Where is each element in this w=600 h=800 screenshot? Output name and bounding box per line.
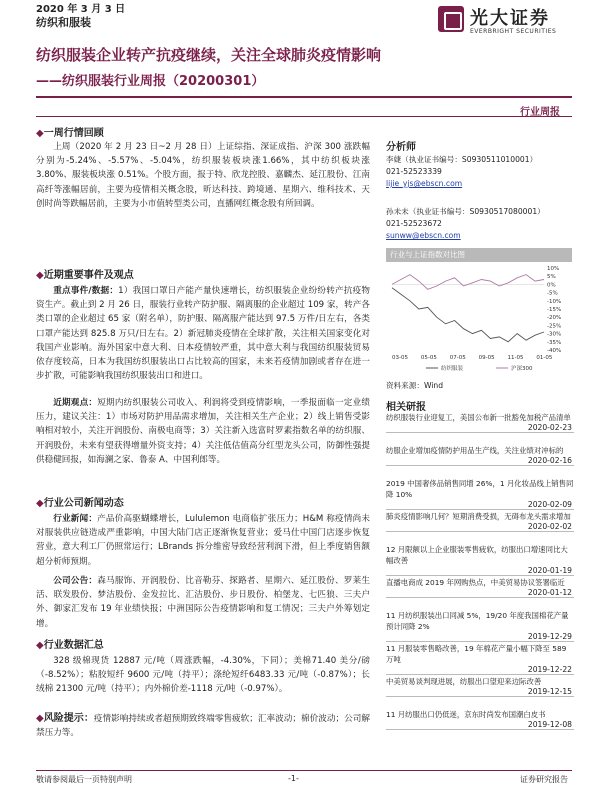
tag-divider <box>36 116 572 117</box>
footer-divider <box>36 770 572 771</box>
series-line-0 <box>392 288 544 342</box>
related-report-date: 2019-12-22 <box>527 665 572 674</box>
related-report-divider <box>386 696 574 697</box>
y-tick-label: -30% <box>547 331 562 338</box>
company-notice-text: 公司公告：森马服饰、开润股份、比音勒芬、探路者、星期六、延江股份、罗莱生活、联发股份、梦洁股份、金发拉比、汇洁股份、步日股份、柏堡龙、七匹狼、三夫户外、御家汇发布 19 年业绩快报；中洲国际公告疫情影响和复工情况；三夫户外筹划定增。 <box>36 576 370 629</box>
related-report-date: 2020-01-12 <box>527 588 572 597</box>
related-report-title[interactable]: 纺织服装行业迎复工，美国公布新一批豁免加税产品清单 <box>386 413 571 422</box>
related-report-date: 2020-02-16 <box>527 456 572 465</box>
x-tick-label: 05-05 <box>420 355 437 361</box>
related-report-title[interactable]: 肺炎疫情影响几何？短期消费受损，无碍布龙头需求增加 <box>386 512 571 521</box>
company-notice-label: 公司公告： <box>53 576 98 586</box>
market-review-text: 上周（2020 年 2 月 23 日~2 月 28 日）上证综指、深证成指、沪深 300 涨跌幅分别为-5.24%、-5.57%、-5.04%，纺织服装板块涨1.66%，其中纺织板块涨 3.80%、服装板块涨 0.51%。个股方面，报于特、欣龙控股、嘉麟杰、延江股份、江南高纤等涨幅居前，主要为疫情相关概念股，昕达科技、跨境通、星期六、维科技术、天创时尚等跌幅居前，主要为小市值转型类公司，直播网红概念股有所回调。 <box>36 142 370 209</box>
related-report-divider <box>386 597 574 598</box>
related-report-date: 2020-02-02 <box>527 522 572 531</box>
related-report-divider <box>386 465 574 466</box>
recent-views-text: 近期观点：短期内纺织服装公司收入、利润将受到疫情影响，一季报面临一定业绩压力，建议关注：1）市场对防护用品需求增加，关注相关生产企业；2）线上销售受影响相对较小，关注开润股份、南极电商等；3）关注新入选富时罗素指数名单的纺织服、开润股份，未来有望获得增量外资支持；4）关注低估值高分红型龙头公司，防御性强提供稳健回报，如海澜之家、鲁泰 A、中国利郎等。 <box>36 398 370 465</box>
section-bullet-icon: ◆ <box>36 640 44 651</box>
related-report-item[interactable] <box>386 709 574 730</box>
key-events-label: 重点事件/数据： <box>53 286 119 296</box>
related-report-divider <box>386 641 574 642</box>
industry-data-text: 328 级棉现货 12887 元/吨（周涨跌幅，-4.30%，下同）；美棉71.40 美分/磅（-8.52%）；粘胶短纤 9600 元/吨（持平）；涤纶短纤6483.33 元/吨（-0.87%）；长绒棉 21300 元/吨（持平）；内外棉价差-1118 元/吨（-0.97%）。 <box>36 656 370 695</box>
section-market-review-title: ◆一周行情回顾 <box>36 128 104 139</box>
logo-text-cn: 光大证券 <box>470 8 550 29</box>
recent-views-label: 近期观点： <box>53 398 98 408</box>
y-tick-label: -35% <box>547 339 562 346</box>
risk-warning-label: 风险提示： <box>43 713 94 724</box>
section-bullet-icon: ◆ <box>36 128 44 139</box>
chart-title: 行业与上证指数对比图 <box>386 248 572 262</box>
related-report-item[interactable] <box>386 478 574 510</box>
related-report-title[interactable]: 纺服企业增加疫情防护用品生产线，关注业绩对冲标的 <box>386 446 564 455</box>
x-tick-label: 03-05 <box>392 355 408 361</box>
related-report-date: 2019-12-29 <box>527 632 572 641</box>
analyst-1 <box>386 154 574 190</box>
related-report-divider <box>386 674 574 675</box>
analyst-heading: 分析师 <box>386 142 416 153</box>
analyst-2 <box>386 206 574 242</box>
y-tick-label: -40% <box>547 348 562 354</box>
related-report-date: 2019-12-15 <box>527 687 572 696</box>
x-tick-label: 11-05 <box>507 355 524 361</box>
chart-source: 资料来源：Wind <box>386 381 444 390</box>
related-report-title[interactable]: 11 月纺服出口仍低迷，京东时尚发布国潮白皮书 <box>386 710 546 719</box>
y-tick-label: -15% <box>547 307 562 313</box>
related-report-item[interactable] <box>386 412 574 433</box>
x-tick-label: 01-05 <box>536 355 553 361</box>
analyst-1-phone: 021-52523339 <box>386 167 442 176</box>
y-tick-label: -5% <box>547 290 558 297</box>
report-type-tag: 行业周报 <box>520 107 560 118</box>
industry-label: 纺织和服装 <box>36 16 91 29</box>
analyst-1-name: 李婕（执业证书编号：S0930511010001） <box>386 155 538 164</box>
x-tick-label: 07-05 <box>449 355 466 361</box>
logo-mark-icon <box>438 6 464 32</box>
chart-plot <box>386 262 572 376</box>
footer-report-type: 证券研究报告 <box>520 775 568 784</box>
y-tick-label: 5% <box>547 274 556 281</box>
related-report-item[interactable] <box>386 445 574 466</box>
y-tick-label: -20% <box>547 315 562 322</box>
related-report-title[interactable]: 11 月纺织服装出口同减 5%，19/20 年度我国棉花产量预计同降 2% <box>386 611 569 631</box>
related-report-divider <box>386 531 574 532</box>
related-report-title[interactable]: 12 月限额以上企业服装零售疲软，纺服出口增速同比大幅改善 <box>386 545 568 565</box>
footer-disclaimer: 敬请参阅最后一页特别声明 <box>36 775 132 784</box>
x-tick-label: 09-05 <box>478 355 495 361</box>
related-report-title[interactable]: 中美贸易谈判现进展，纺服出口望迎来边际改善 <box>386 677 542 686</box>
y-tick-label: -10% <box>547 298 562 305</box>
logo-text-en: EVERBRIGHT SECURITIES <box>470 28 557 35</box>
legend-label: 纺织服装 <box>441 366 464 372</box>
report-date: 2020 年 3 月 3 日 <box>36 4 126 15</box>
page-number: -1- <box>288 774 299 783</box>
related-report-item[interactable] <box>386 610 574 642</box>
related-report-date: 2020-02-09 <box>527 500 572 509</box>
section-news-title: ◆行业公司新闻动态 <box>36 498 124 509</box>
section-data-title: ◆行业数据汇总 <box>36 640 104 651</box>
related-report-date: 2020-01-19 <box>527 566 572 575</box>
related-report-divider <box>386 509 574 510</box>
y-tick-label: 0% <box>547 282 556 289</box>
related-report-title[interactable]: 直播电商成 2019 年网购热点，中美贸易协议签署临近 <box>386 578 565 587</box>
related-reports-heading: 相关研报 <box>386 402 426 413</box>
analyst-1-email-link[interactable]: lijie_yjs@ebscn.com <box>386 179 463 188</box>
related-report-date: 2020-02-23 <box>527 423 572 432</box>
related-report-date: 2019-12-08 <box>527 720 572 729</box>
section-events-title: ◆近期重要事件及观点 <box>36 270 134 281</box>
section-bullet-icon: ◆ <box>36 270 44 281</box>
report-title: 纺织服装企业转产抗疫继续，关注全球肺炎疫情影响 <box>36 46 382 64</box>
analyst-2-name: 孙未未（执业证书编号：S0930517080001） <box>386 207 545 216</box>
related-report-item[interactable] <box>386 511 574 532</box>
analyst-2-phone: 021-52523672 <box>386 219 442 228</box>
risk-warning-text: ◆风险提示：疫情影响持续或者超预期致终端零售疲软；汇率波动；棉价波动；公司解禁压力等。 <box>36 713 370 739</box>
related-report-divider <box>386 432 574 433</box>
legend-label: 沪深300 <box>511 366 533 372</box>
report-subtitle: ——纺织服装行业周报（20200301） <box>36 74 265 89</box>
series-line-1 <box>392 275 544 290</box>
related-report-item[interactable] <box>386 544 574 576</box>
related-report-divider <box>386 729 574 730</box>
section-bullet-icon: ◆ <box>36 713 44 724</box>
industry-news-label: 行业新闻： <box>53 514 98 524</box>
company-logo <box>438 4 578 40</box>
related-report-title[interactable]: 11 月服装零售略改善，19 年棉花产量小幅下降至 589 万吨 <box>386 644 567 664</box>
y-tick-label: -25% <box>547 323 562 330</box>
analyst-2-email-link[interactable]: sunww@ebscn.com <box>386 231 461 240</box>
section-bullet-icon: ◆ <box>36 498 44 509</box>
related-report-title[interactable]: 2019 中国奢侈品销售同增 26%，1 月化妆品线上销售同降 10% <box>386 479 574 499</box>
related-report-item[interactable] <box>386 676 574 697</box>
related-report-item[interactable] <box>386 577 574 598</box>
related-report-divider <box>386 575 574 576</box>
related-report-item[interactable] <box>386 643 574 675</box>
industry-news-text: 行业新闻：产品价高驱蝴蝶增长，Lululemon 电商临扩张压力；H&M 称疫情尚未对服装供应链造成严重影响，中国大陆门店正逐渐恢复营业；爱马仕中国门店逐步恢复营业，意大利工厂仍照常运行；LBrands 拆分维密导致经营利润下滑，但上季度销售额超分析师预期。 <box>36 514 370 567</box>
key-events-text: 重点事件/数据：1）我国口罩日产能产量快速增长，纺织服装企业纷纷转产抗疫物资生产。截止到 2 月 26 日，服装行业转产防护服、隔离服的企业超过 109 家，转产各类口罩的企业超过 65 家（附名单），防护服、隔离服产能达到 97.5 万件/日左右，各类口罩产能达到 825.8 万只/日左右。2）新冠肺炎疫情在全球扩散，关注相关国家变化对我国产业影响。海外国家中意大利、日本疫情较严重，其中意大利与我国纺织服装贸易依存度较高，日本为我国纺织服装出口占比较高的国家，未来若疫情加剧或者存在进一步扩散，可能影响我国纺织服装出口和进口。 <box>36 286 370 382</box>
comparison-chart <box>386 248 572 376</box>
y-tick-label: 10% <box>547 266 560 272</box>
title-divider <box>36 96 572 98</box>
